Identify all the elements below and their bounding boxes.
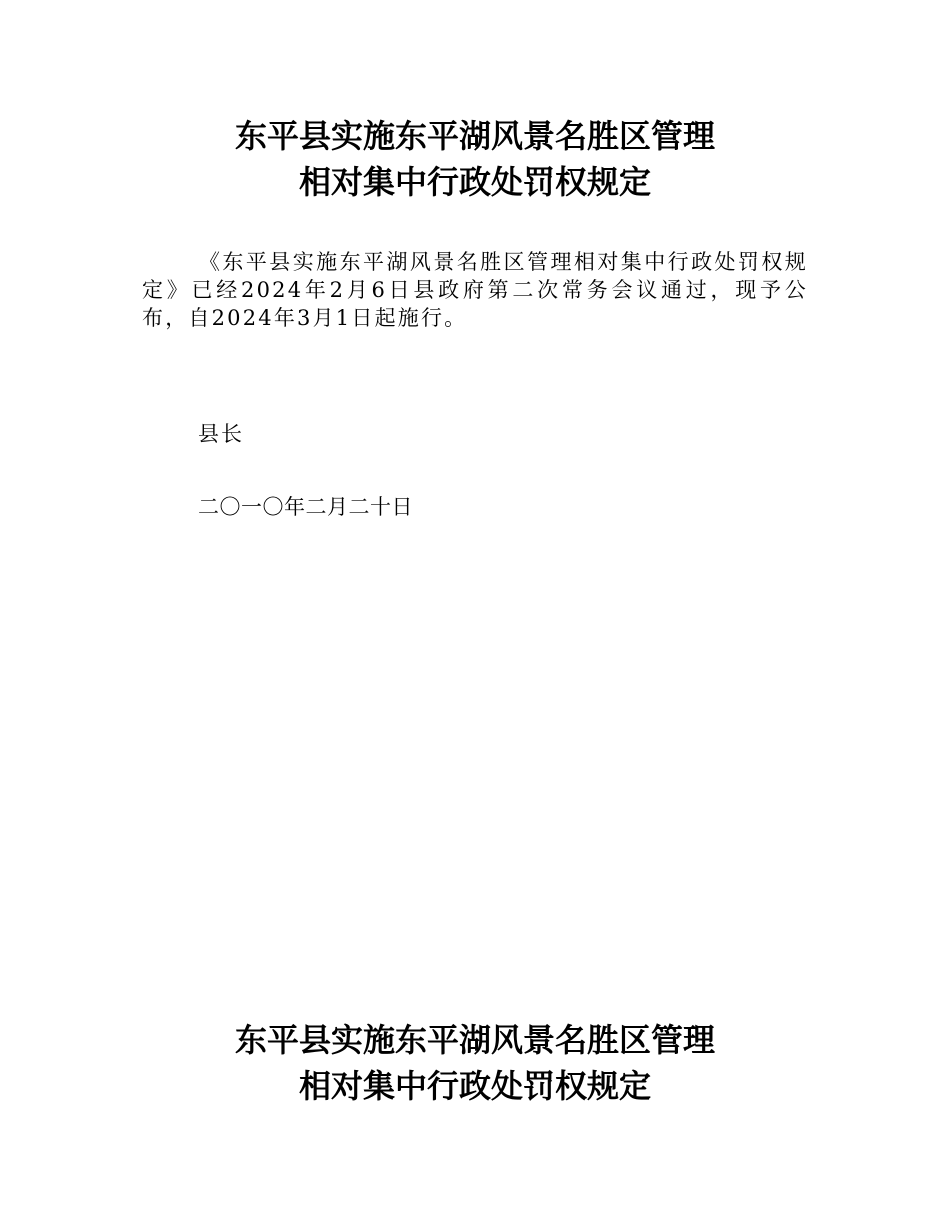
- document-title-line-1: 东平县实施东平湖风景名胜区管理: [234, 117, 715, 155]
- regulation-title-line-2: 相对集中行政处罚权规定: [298, 1067, 651, 1105]
- document-title: [0, 113, 950, 205]
- regulation-title-line-1: 东平县实施东平湖风景名胜区管理: [234, 1021, 715, 1059]
- regulation-title: [0, 1017, 950, 1109]
- promulgation-paragraph: 《东平县实施东平湖风景名胜区管理相对集中行政处罚权规定》已经2024年2月6日县政府第二次常务会议通过，现予公布，自2024年3月1日起施行。: [142, 250, 808, 330]
- signer-title: 县长: [198, 422, 244, 446]
- signing-date: 二〇一〇年二月二十日: [198, 495, 413, 519]
- document-title-line-2: 相对集中行政处罚权规定: [298, 163, 651, 201]
